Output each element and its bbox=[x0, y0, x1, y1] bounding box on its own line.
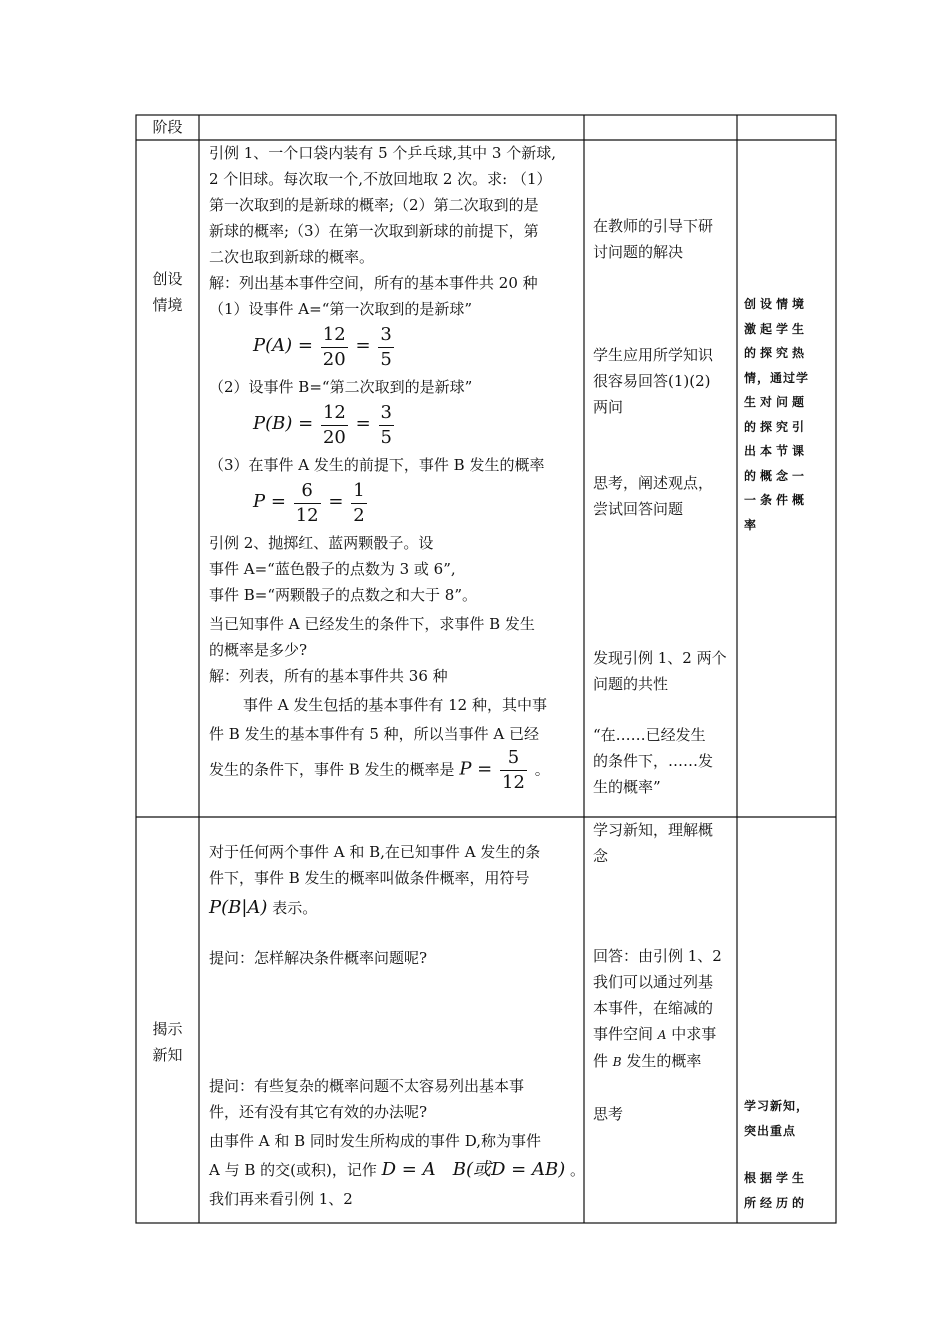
eq2-fa-num: 12 bbox=[321, 402, 348, 426]
student-text: 件 bbox=[593, 1052, 609, 1070]
student-line: 思考 bbox=[593, 1105, 624, 1123]
eq1-fb-den: 5 bbox=[380, 348, 392, 370]
example2-result-suffix: 。 bbox=[534, 760, 550, 779]
example2-line: 事件 A=“蓝色骰子的点数为 3 或 6”, bbox=[209, 560, 456, 578]
student-line: 两问 bbox=[593, 398, 624, 416]
student-line: “在……已经发生 bbox=[593, 726, 706, 744]
example2-indented-line: 事件 A 发生包括的基本事件有 12 种，其中事 bbox=[243, 696, 547, 714]
eq1-fraction-a bbox=[321, 324, 348, 371]
equation-2 bbox=[209, 400, 581, 448]
intersection-line: 由事件 A 和 B 同时发生所构成的事件 D,称为事件 bbox=[209, 1132, 541, 1150]
ex2-frac-num: 5 bbox=[500, 747, 527, 771]
example1-line: 解：列出基本事件空间，所有的基本事件共 20 种 bbox=[209, 274, 538, 292]
row1-student-block-1 bbox=[593, 213, 733, 265]
student-line: 很容易回答(1)(2) bbox=[593, 372, 711, 390]
example2-line: 引例 2、抛掷红、蓝两颗骰子。设 bbox=[209, 534, 434, 552]
example1-line: 第一次取到的是新球的概率;（2）第二次取到的是 bbox=[209, 196, 539, 214]
intent-line: 激起学生 bbox=[744, 321, 809, 336]
intent-line: 创设情境 bbox=[744, 297, 809, 311]
student-line: 生的概率” bbox=[593, 778, 661, 796]
example1-line: 新球的概率;（3）在第一次取到新球的前提下，第 bbox=[209, 222, 539, 240]
student-line: 学生应用所学知识 bbox=[593, 346, 714, 364]
question-b-line: 件，还有没有其它有效的办法呢? bbox=[209, 1103, 428, 1121]
question-a: 提问：怎样解决条件概率问题呢? bbox=[209, 949, 428, 967]
closing-line: 我们再来看引例 1、2 bbox=[209, 1190, 353, 1208]
eq3-fa-den: 12 bbox=[295, 504, 319, 526]
student-var: B bbox=[612, 1055, 622, 1069]
example2-result-fraction bbox=[500, 747, 527, 794]
student-line: 念 bbox=[593, 847, 609, 865]
eq2-fraction-a bbox=[321, 402, 348, 449]
intent-line: 的概念一 bbox=[744, 468, 809, 483]
question2-label: （2）设事件 B=“第二次取到的是新球” bbox=[209, 378, 473, 396]
eq1-fb-num: 3 bbox=[378, 324, 393, 348]
row2-stage-line: 新知 bbox=[152, 1046, 183, 1064]
question-b-line: 提问：有些复杂的概率问题不太容易列出基本事 bbox=[209, 1077, 525, 1095]
student-line: 讨问题的解决 bbox=[593, 243, 684, 261]
intersection-formula: D = A B(或D = AB) bbox=[381, 1159, 566, 1180]
eq2-fraction-b bbox=[379, 402, 394, 449]
intent-line: 出本节课 bbox=[744, 444, 809, 458]
ex2-frac-den: 12 bbox=[502, 772, 525, 793]
row2-stage-line: 揭示 bbox=[152, 1020, 183, 1038]
student-line: 在教师的引导下研 bbox=[593, 217, 714, 235]
row2-student-block-c bbox=[593, 1101, 733, 1127]
intent-line: 所经历的 bbox=[744, 1195, 809, 1210]
student-line: 发现引例 1、2 两个 bbox=[593, 649, 727, 667]
example1-line: 引例 1、一个口袋内装有 5 个乒乓球,其中 3 个新球, bbox=[209, 144, 557, 162]
eq3-fraction-b bbox=[351, 480, 366, 527]
row2-intent-b bbox=[744, 1166, 834, 1215]
eq2-lhs: P(B) = bbox=[253, 413, 314, 434]
example1-line: 2 个旧球。每次取一个,不放回地取 2 次。求: （1） bbox=[209, 170, 552, 188]
header-stage-cell bbox=[136, 115, 199, 140]
definition-line: 对于任何两个事件 A 和 B,在已知事件 A 发生的条 bbox=[209, 843, 541, 861]
equation-1 bbox=[209, 322, 581, 370]
row1-content-cell bbox=[209, 140, 581, 793]
equals-sign: = bbox=[355, 413, 371, 434]
example2-result-line bbox=[209, 747, 581, 793]
student-var: A bbox=[657, 1028, 667, 1042]
student-line: 学习新知，理解概 bbox=[593, 821, 714, 839]
eq1-lhs: P(A) = bbox=[253, 335, 313, 356]
intent-line: 生对问题 bbox=[744, 395, 809, 409]
eq2-fa-den: 20 bbox=[322, 426, 346, 448]
student-text: 发生的概率 bbox=[626, 1052, 702, 1070]
intersection-suffix: 。 bbox=[570, 1161, 586, 1179]
conditional-probability-symbol: P(B|A) bbox=[209, 897, 268, 918]
row1-student-block-2 bbox=[593, 342, 733, 420]
intent-line: 突出重点 bbox=[744, 1123, 797, 1138]
example2-line: 解：列表，所有的基本事件共 36 种 bbox=[209, 667, 448, 685]
student-text: 中求事 bbox=[671, 1025, 717, 1043]
equals-sign: = bbox=[328, 491, 344, 512]
student-line: 本事件，在缩减的 bbox=[593, 999, 714, 1017]
intent-line: 的探究引 bbox=[744, 419, 809, 434]
eq3-fa-num: 6 bbox=[294, 480, 321, 504]
intent-line: 一条件概 bbox=[744, 493, 809, 507]
eq3-fraction-a bbox=[294, 480, 321, 527]
eq1-fraction-b bbox=[378, 324, 393, 371]
student-line: 回答：由引例 1、2 bbox=[593, 947, 722, 965]
example2-line: 的概率是多少? bbox=[209, 641, 308, 659]
student-line: 思考，阐述观点， bbox=[593, 474, 714, 492]
student-line: 的条件下，……发 bbox=[593, 752, 714, 770]
student-line-with-var bbox=[593, 1021, 733, 1048]
definition-line: 件下，事件 B 发生的概率叫做条件概率，用符号 bbox=[209, 869, 530, 887]
intent-line: 情，通过学 bbox=[744, 370, 810, 385]
student-line-with-var bbox=[593, 1048, 733, 1075]
row2-student-block-a bbox=[593, 817, 733, 869]
equals-sign: = bbox=[355, 335, 371, 356]
row1-student-block-5 bbox=[593, 722, 733, 800]
example2-line: 件 B 发生的基本事件有 5 种，所以当事件 A 已经 bbox=[209, 725, 540, 743]
row2-stage-cell bbox=[136, 1016, 199, 1068]
eq1-fa-den: 20 bbox=[322, 348, 346, 370]
student-line: 尝试回答问题 bbox=[593, 500, 684, 518]
row2-content-cell bbox=[209, 839, 586, 1212]
equation-3 bbox=[209, 478, 581, 526]
definition-suffix: 表示。 bbox=[272, 899, 318, 917]
example2-line: 事件 B=“两颗骰子的点数之和大于 8”。 bbox=[209, 586, 478, 604]
intent-line: 学习新知， bbox=[744, 1099, 810, 1113]
intent-line: 率 bbox=[744, 517, 761, 532]
eq3-fb-den: 2 bbox=[353, 504, 365, 526]
row2-student-block-b bbox=[593, 943, 733, 1075]
row2-intent-a bbox=[744, 1094, 834, 1143]
student-line: 我们可以通过列基 bbox=[593, 973, 714, 991]
row1-student-block-3 bbox=[593, 470, 733, 522]
row1-stage-line: 情境 bbox=[152, 296, 183, 314]
row1-student-block-4 bbox=[593, 645, 733, 697]
row1-stage-cell bbox=[136, 266, 199, 318]
intersection-formula-line bbox=[209, 1154, 586, 1186]
eq2-fb-den: 5 bbox=[380, 426, 392, 448]
example2-result-lhs: P = bbox=[459, 758, 493, 780]
eq1-fa-num: 12 bbox=[321, 324, 348, 348]
eq3-lhs: P = bbox=[253, 491, 286, 512]
example2-line: 当已知事件 A 已经发生的条件下，求事件 B 发生 bbox=[209, 615, 535, 633]
intent-line: 的探究热 bbox=[744, 346, 809, 360]
intent-line: 根据学生 bbox=[744, 1171, 809, 1185]
student-line: 问题的共性 bbox=[593, 675, 669, 693]
eq2-fb-num: 3 bbox=[379, 402, 394, 426]
question3-label: （3）在事件 A 发生的前提下，事件 B 发生的概率 bbox=[209, 456, 545, 474]
header-stage-label: 阶段 bbox=[152, 118, 183, 136]
example1-line: 二次也取到新球的概率。 bbox=[209, 248, 375, 266]
eq3-fb-num: 1 bbox=[351, 480, 366, 504]
definition-symbol-line bbox=[209, 891, 581, 925]
student-text: 事件空间 bbox=[593, 1025, 654, 1043]
intersection-prefix: A 与 B 的交(或积)，记作 bbox=[209, 1161, 377, 1179]
question1-label: （1）设事件 A=“第一次取到的是新球” bbox=[209, 300, 473, 318]
row1-intent-cell bbox=[744, 292, 834, 537]
example2-result-prefix: 发生的条件下，事件 B 发生的概率是 bbox=[209, 760, 455, 779]
row1-stage-line: 创设 bbox=[152, 270, 183, 288]
